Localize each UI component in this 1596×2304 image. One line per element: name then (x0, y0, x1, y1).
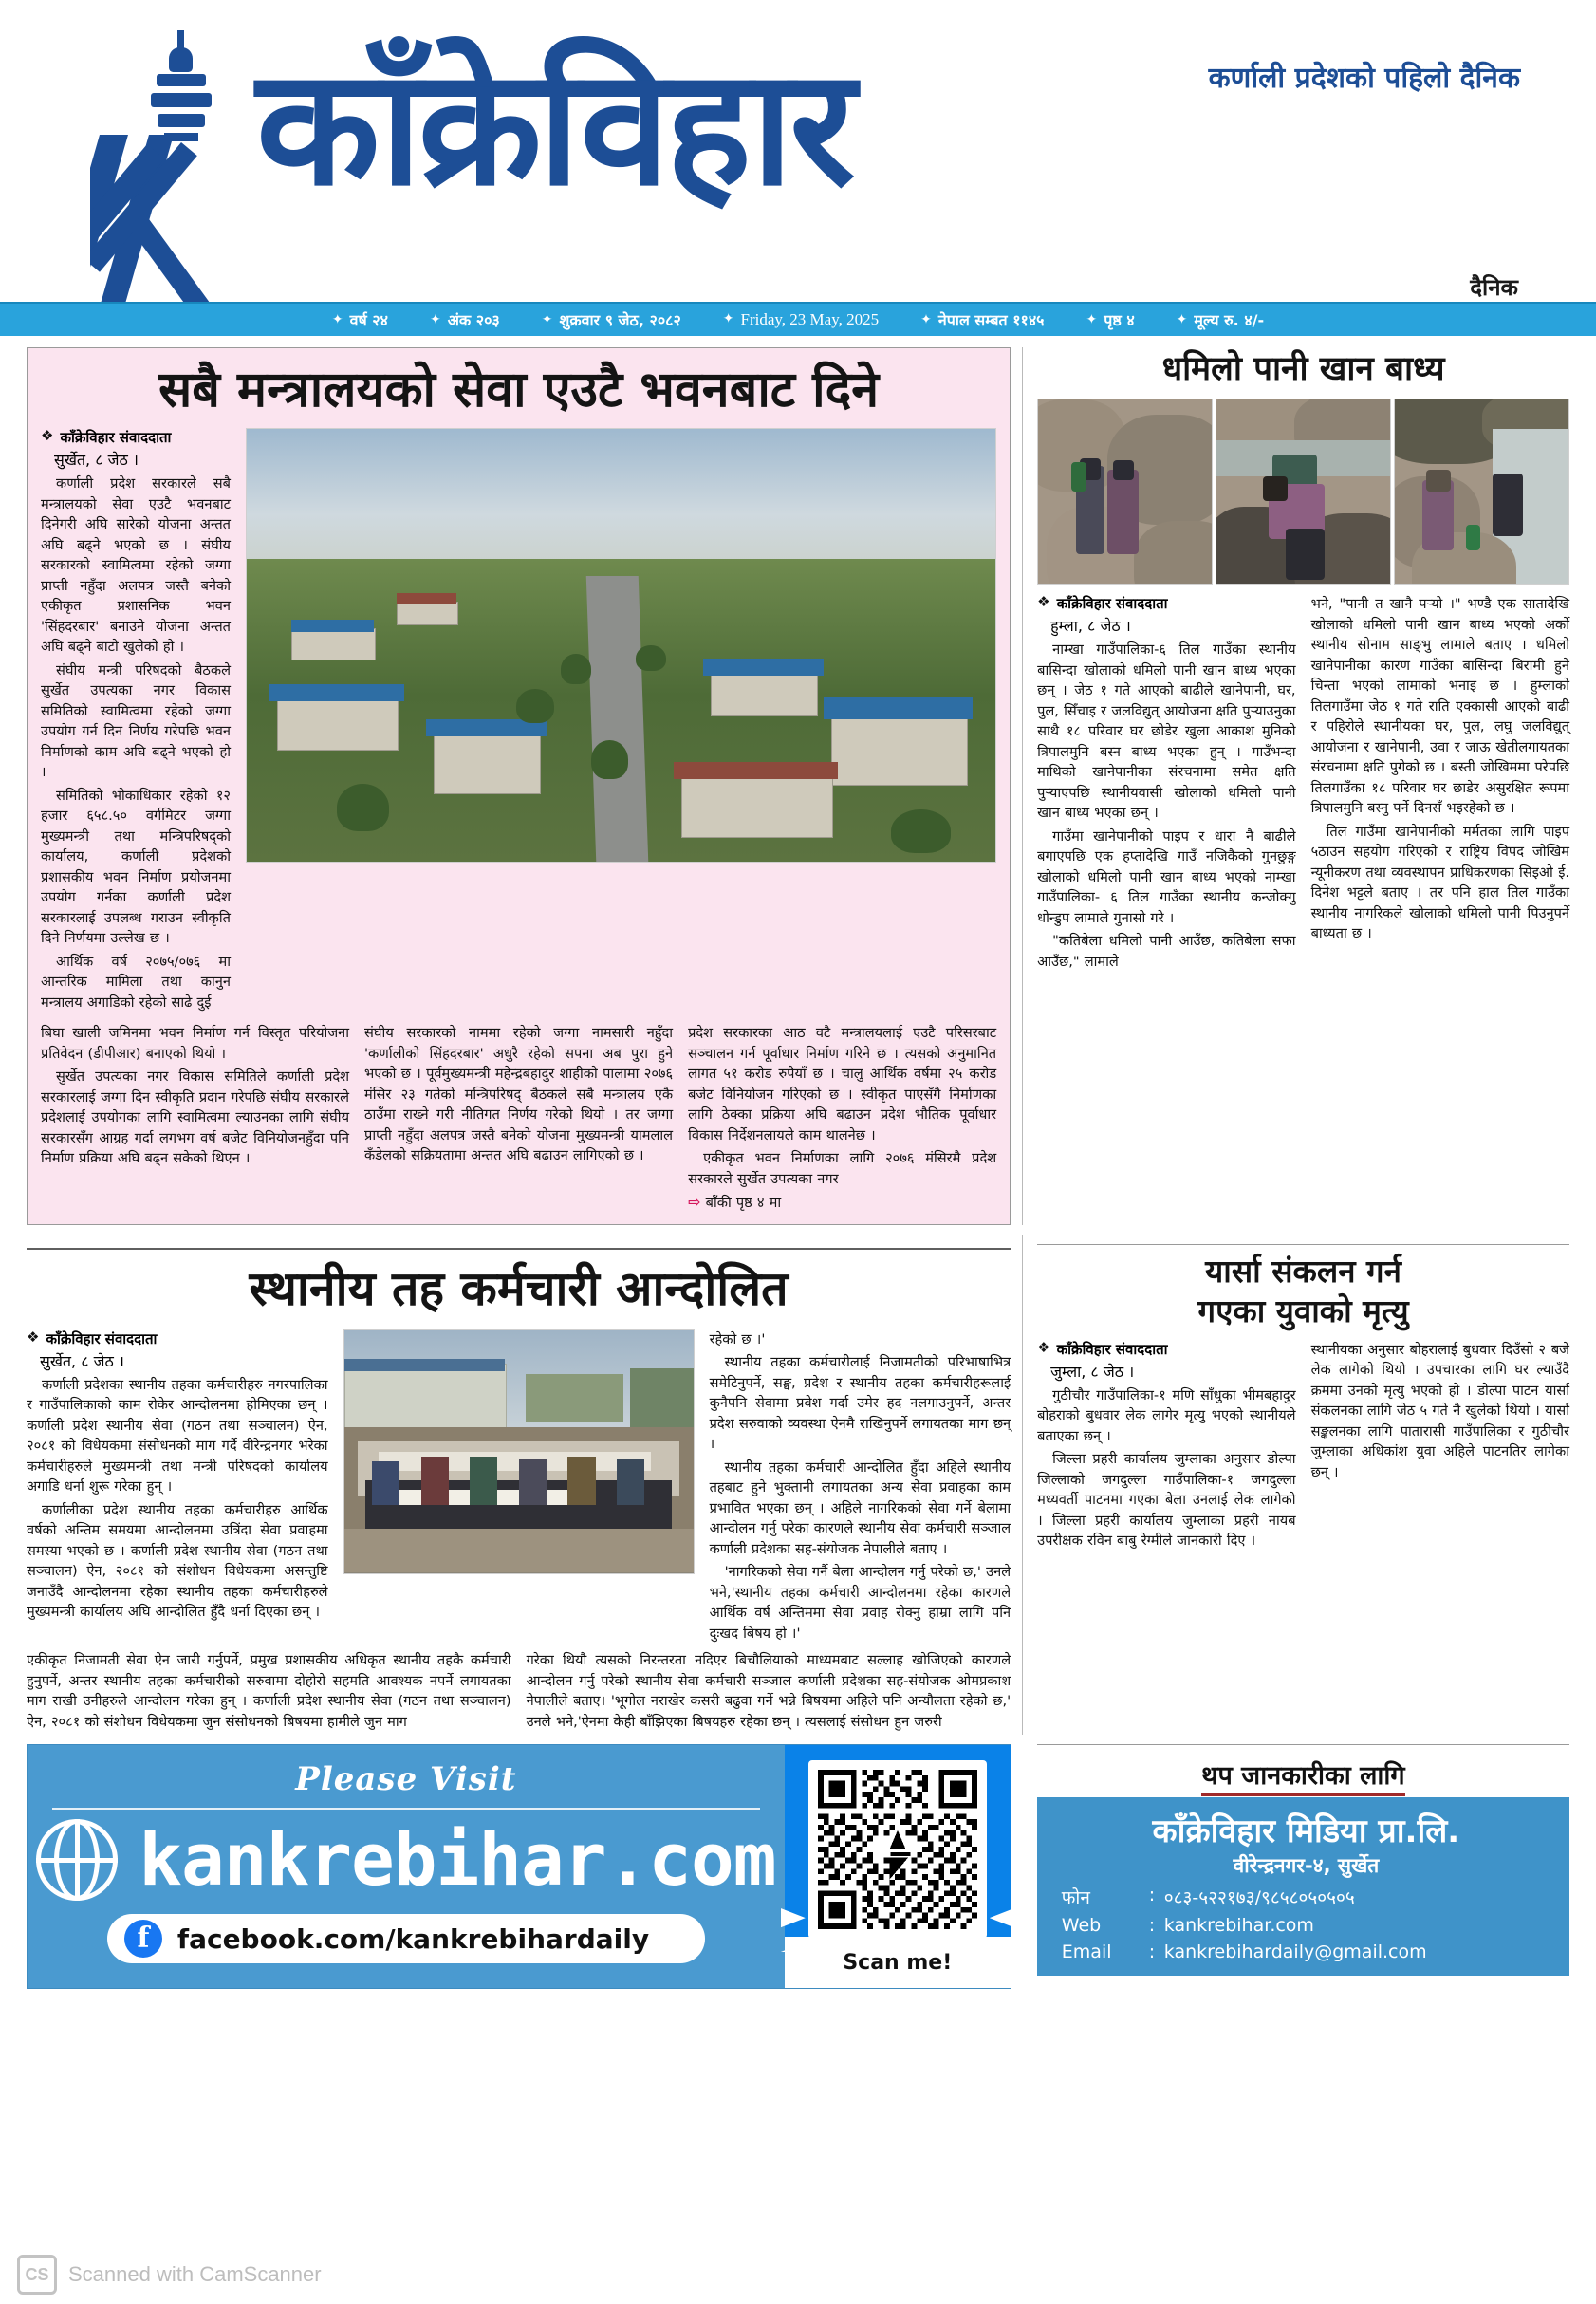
third-col-left (1037, 1340, 1295, 1554)
website-advert[interactable] (27, 1744, 1011, 1989)
diamond-icon: ✦ (429, 312, 441, 327)
contact-value-phone: ०८३-५२२१७३/९८५८०५०५०५ (1163, 1887, 1355, 1908)
lead-paragraph: समितिको भोकाधिकार रहेको १२ हजार ६५८.५० वर्गमिटर जग्गा मुख्यमन्त्री तथा मन्त्रिपरिषद्को कार्यालय, कर्णाली प्रदेशको प्रशासकीय भवन निर्माण प्रयोजनमा उपयोग गर्नका कर्णाली प्रदेश सरकारलाई उपलब्ध गराउन स्वीकृति दिने निर्णयमा उल्लेख छ । (41, 787, 231, 946)
masthead-logo (38, 13, 1556, 301)
water-columns (1037, 594, 1569, 975)
contact-value-web[interactable]: kankrebihar.com (1163, 1915, 1314, 1936)
contact-advert (1037, 1744, 1569, 1989)
section-divider (27, 1248, 1011, 1250)
lead-byline-text: काँक्रेविहार संवाददाता (60, 429, 172, 446)
third-byline (1037, 1340, 1295, 1359)
section-divider (1037, 1244, 1569, 1245)
lead-paragraph: संघीय सरकारको नाममा रहेको जग्गा नामसारी नहुँदा 'कर्णालीको सिंहदरबार' अधुरै रहेको सपना अब पुरा हुने भएको छ । पूर्वमुख्यमन्त्री महेन्द्रबहादुर शाहीको पालामा २०७६ मंसिर २३ गतेको मन्त्रिपरिषद् बैठकले सबै मन्त्रालय एकै ठाउँमा राख्ने गरी नीतिगत निर्णय गरेको थियो । तर जग्गा प्राप्ती नहुँदा अलपत्र जस्तै बनेको योजना मुख्यमन्त्री यामलाल कँडेलको सक्रियतामा अन्तत अघि बढाउन लागिएको छ । (364, 1025, 674, 1163)
column-divider (1022, 1235, 1026, 1736)
diamond-icon: ✦ (920, 312, 932, 327)
info-item-nepali-date (521, 309, 702, 330)
info-issue-label: अंक २०३ (447, 311, 500, 329)
second-col-2 (27, 1650, 511, 1735)
lead-bottom-col-2 (364, 1023, 673, 1217)
contact-value-email[interactable]: kankrebihardaily@gmail.com (1163, 1942, 1427, 1962)
k-monogram-icon (90, 135, 270, 302)
third-dateline: जुम्ला, ८ जेठ । (1050, 1362, 1135, 1381)
info-nepali-date-label: शुक्रवार ९ जेठ, २०८२ (559, 311, 681, 329)
jump-arrow-icon: ⇨ (688, 1193, 701, 1211)
contact-row-email (1062, 1942, 1550, 1962)
second-paragraph: कर्णालीका प्रदेश स्थानीय तहका कर्मचारीहरु आर्थिक वर्षको अन्तिम समयमा आन्दोलनमा उत्रिंदा सेवा प्रवाहमा समस्या भएको छ । कर्णाली प्रदेश स्थानीय सेवा (गठन तथा सञ्चालन) ऐन, २०८१ को संशोधन विधेयकमा असन्तुष्टि जनाउँदै आन्दोलनमा रहेका स्थानीय तहका कर्मचारीहरुले मुख्यमन्त्री कार्यालय अघि आन्दोलित हुँदै धर्ना दिएका छन् । (27, 1501, 328, 1620)
water-paragraph: गाउँमा खानेपानीको पाइप र धारा नै बाढीले बगाएपछि एक हप्तादेखि गाउँ नजिकैको गुनछुङ्ग खोलाको धमिलो पानी खान बाध्य भएको नाम्खा गाउँपालिका- ६ तिल गाउँका स्थानीय कन्जोक्गु धोन्डुप लामाले गुनासो गरे । (1037, 827, 1296, 926)
lead-col-1 (41, 428, 231, 1015)
lead-top-columns (41, 428, 996, 1015)
second-paragraph: 'नागरिकको सेवा गर्नै बेला आन्दोलन गर्नु परेको छ,' उनले भने,'स्थानीय तहका कर्मचारी आन्दोलनमा रहेका कारणले आर्थिक वर्ष अन्तिममा सेवा प्रवाह रोक्नु हाम्रा लागि पनि दुःखद बिषय हो ।' (709, 1564, 1011, 1642)
second-paragraph: स्थानीय तहका कर्मचारी आन्दोलित हुँदा अहिले स्थानीय तहबाट हुने भुक्तानी लगायतका अन्य सेवा प्रवाहका काम प्रभावित भएका छन् । अहिले नागरिकको सेवा गर्ने बेलामा आन्दोलन गर्नु परेका कारणले स्थानीय सेवा कर्मचारी सञ्जाल कर्णाली प्रदेशका सह-संयोजक नेपालीले बताए । (709, 1459, 1011, 1557)
lead-bottom-col-3 (688, 1023, 996, 1217)
lead-photo-column (246, 428, 996, 1015)
company-address: वीरेन्द्रनगर-४, सुर्खेत (1233, 1854, 1380, 1877)
second-paragraph: कर्णाली प्रदेशका स्थानीय तहका कर्मचारीहरु नगरपालिका र गाउँपालिकाको काम रोकेर आन्दोलनमा होमिएका छन् । कर्णाली प्रदेश स्थानीय सेवा (गठन तथा सञ्चालन) ऐन, २०८१ को विधेयकमा संसोधनको माग गर्दै वीरेन्द्रनगर भरेका कर्मचारीहरुले मुख्यमन्त्री तथा मन्त्री परिषदको कार्यालय अगाडि धर्ना शुरू गरेका हुन् । (27, 1376, 328, 1495)
page-content (0, 347, 1596, 1989)
lead-paragraph: संघीय मन्त्री परिषदको बैठकले सुर्खेत उपत्यका नगर विकास समितिको स्वामित्वमा रहेको जग्गा उपयोग गर्न दिन निर्णय गरेपछि भवन निर्माणको काम अघि बढ्ने भएको हो । (41, 661, 231, 780)
masthead-tagline: कर्णाली प्रदेशको पहिलो दैनिक (1208, 62, 1520, 95)
water-photo-1 (1037, 399, 1213, 585)
top-row (27, 347, 1569, 1225)
byline-diamond-icon: ❖ (1037, 1338, 1050, 1356)
water-paragraph: तिल गाउँमा खानेपानीको मर्मतका लागि पाइप ५ठाउन सहयोग गरिएको र राष्ट्रिय विपद जोखिम न्यूनीकरण तथा व्यवस्थापन प्राधिकरणका सिइओ ई. दिनेश भट्टले बताए । तर पनि हाल तिल गाउँका स्थानीय नागरिकले खोलाको धमिलो पानी पिउनुपर्ने बाध्यता छ । (1310, 823, 1570, 941)
lead-bottom-col-1 (41, 1023, 349, 1217)
facebook-icon: f (124, 1920, 162, 1958)
camscanner-text: Scanned with CamScanner (68, 2262, 322, 2286)
water-story (1037, 347, 1569, 1225)
water-col-left (1037, 594, 1295, 975)
third-headline-line2: गएका युवाको मृत्यु (1197, 1291, 1409, 1329)
info-item-nepal-sambat (900, 309, 1065, 330)
masthead-dainik-label: दैनिक (1470, 274, 1518, 301)
globe-icon (36, 1819, 118, 1901)
facebook-url[interactable]: facebook.com/kankrebihardaily (176, 1923, 650, 1955)
contact-box (1037, 1797, 1569, 1976)
column-divider (1022, 347, 1026, 1225)
section-divider (1037, 1744, 1569, 1745)
contact-key-phone: फोन (1061, 1887, 1090, 1908)
water-col-right (1311, 594, 1569, 975)
second-story-columns (27, 1329, 1011, 1647)
advert-separator (52, 1808, 760, 1810)
qr-panel[interactable] (785, 1745, 1011, 1988)
info-item-price (1156, 309, 1286, 330)
lead-jump-line (688, 1192, 996, 1214)
advert-box[interactable] (27, 1744, 1011, 1989)
diamond-icon: ✦ (1176, 312, 1188, 327)
water-byline-text: काँक्रेविहार संवाददाता (1056, 595, 1168, 612)
website-url[interactable]: kankrebihar.com (139, 1817, 776, 1902)
advert-row (27, 1744, 1569, 1989)
contact-row-phone (1062, 1885, 1550, 1909)
paper-title: काँक्रेविहार (256, 34, 852, 222)
second-paragraph: एकीकृत निजामती सेवा ऐन जारी गर्नुपर्ने, प्रमुख प्रशासकीय अधिकृत स्थानीय तहकै कर्मचारी हुनुपर्ने, अन्तर स्थानीय तहका कर्मचारीको सरुवामा दोहोरो सहमति आवश्यक नपर्ने लगायतका माग राखी उनीहरुले आन्दोलन गरेका हुन् । कर्णाली प्रदेश स्थानीय सेवा (गठन तथा सञ्चालन) ऐन, २०८१ को संशोधन विधेयकमा जुन संसोधनको बिषयमा हामीले जुन माग (27, 1652, 511, 1730)
please-visit-label: Please Visit (295, 1760, 517, 1798)
lead-story (27, 347, 1011, 1225)
contact-row-web (1062, 1915, 1550, 1936)
info-item-issue (409, 309, 521, 330)
lead-paragraph: प्रदेश सरकारका आठ वटै मन्त्रालयलाई एउटै परिसरबाट सञ्चालन गर्न पूर्वाधार निर्माण गरिने छ । त्यसको अनुमानित लागत ५१ करोड रुपैयाँ छ । चालु आर्थिक वर्षमा २५ करोड बजेट विनियोजन गरिएको छ । स्वीकृत पाएसँगै निर्माणका लागि ठेक्का प्रक्रिया अघि बढाउन प्रदेश भौतिक पूर्वाधार विकास निर्देशनलायले काम थालनेछ । (688, 1025, 997, 1143)
info-year-label: वर्ष २४ (349, 311, 388, 329)
byline-diamond-icon: ❖ (1037, 593, 1050, 610)
lead-paragraph: आर्थिक वर्ष २०७५/०७६ मा आन्तरिक मामिला तथा कानुन मन्त्रालय अगाडिको रहेको साढे दुई (41, 953, 231, 1011)
lead-paragraph: बिघा खाली जमिनमा भवन निर्माण गर्न विस्तृत परियोजना प्रतिवेदन (डीपीआर) बनाएको थियो । (41, 1025, 350, 1062)
scan-me-label: Scan me! (843, 1950, 953, 1975)
diamond-icon: ✦ (1086, 312, 1098, 327)
second-paragraph: गरेका थियौ त्यसको निरन्तरता नदिएर बिचौलियाको माध्यमबाट सल्लाह खोजिएको कारणले आन्दोलन गर्नु परेको स्थानीय सेवा कर्मचारी सञ्जाल कर्णाली प्रदेशका सह-संयोजक ओमप्रकाश नेपालीले बताए। 'भूगोल नराखेर कसरी बढुवा गर्ने भन्ने बिषयमा अहिले पनि अन्यौलता रहेको छ,' उनले भने,'ऐनमा केही बाँझिएका बिषयहरु रहेका छन् । त्यसलाई संसोधन हुन जरुरी (526, 1652, 1011, 1730)
third-headline-line1: यार्सा संकलन गर्न (1205, 1252, 1401, 1290)
contact-heading-wrap (1037, 1753, 1569, 1797)
second-photo (343, 1329, 695, 1574)
second-dateline: सुर्खेत, ८ जेठ । (40, 1351, 124, 1370)
third-col-right (1311, 1340, 1569, 1554)
lead-jump-text: बाँकी पृष्ठ ४ मा (705, 1195, 782, 1211)
water-photo-3 (1394, 399, 1569, 585)
temple-logo-icon (138, 30, 223, 144)
contact-key-email: Email (1061, 1942, 1112, 1962)
water-dateline: हुम्ला, ८ जेठ । (1050, 617, 1131, 635)
middle-row (27, 1235, 1569, 1736)
lead-paragraph: कर्णाली प्रदेश सरकारले सबै मन्त्रालयको सेवा एउटै भवनबाट दिनेगरी अघि सारेको योजना अन्तत अघि बढ्ने भएको छ । संघीय सरकारको स्वामित्वमा रहेको जग्गा प्राप्ती नहुँदा अलपत्र जस्तै बनेको एकीकृत प्रशासनिक भवन 'सिंहदरबार' बनाउने योजना अन्तत अघि बढ्ने बाटो खुलेको हो । (41, 475, 231, 655)
water-paragraph: भने, "पानी त खानै पऱ्यो ।" भण्डै एक सातादेखि खोलाको धमिलो पानी खान बाध्य भएको अर्को स्थानीय सोनाम साङ्भु लामाले बताए । धमिलो खानेपानीका कारण गाउँका बासिन्दा बिरामी हुने चिन्ता भएको लामाको भनाइ छ । हुम्लाको तिलगाउँमा जेठ १ गते राति एक्कासी आएको बाढी र पहिरोले स्थानीयका घर, पुल, लघु जलविद्युत् आयोजना र खानेपानी, उवा र जाऊ खेतीलगायतका संरचनामा क्षति पुगेको छ । बस्ती जोखिममा परेपछि तिलगाउँका १८ परिवार घर छाडेर असुरक्षित रूपमा त्रिपालमुनि बस्नु पर्ने दिनसँ भइरहेको छ । (1310, 596, 1570, 816)
second-paragraph: स्थानीय तहका कर्मचारीलाई निजामतीको परिभाषाभित्र समेटिनुपर्ने, सङ्घ, प्रदेश र स्थानीय तहका कर्मचारीहरूलाई कुनैपनि सेवामा प्रवेश गर्दा उमेर हद नलगाउनुपर्ने, अन्तर प्रदेश सरुवाको व्यवस्था ऐनमै राखिनुपर्ने लगायतका माग छन् । (709, 1354, 1011, 1452)
water-photo-group (1037, 399, 1569, 585)
info-pages-label: पृष्ठ ४ (1104, 311, 1135, 329)
water-paragraph: "कतिबेला धमिलो पानी आउँछ, कतिबेला सफा आउँछ," लामाले (1037, 933, 1296, 970)
diamond-icon: ✦ (331, 312, 343, 327)
qr-frame (808, 1760, 987, 1939)
lead-dateline: सुर्खेत, ८ जेठ । (54, 451, 139, 469)
camscanner-footer (17, 2255, 322, 2295)
second-byline (27, 1329, 328, 1348)
contact-sep: : (1148, 1885, 1156, 1905)
masthead (0, 0, 1596, 302)
advert-inner (28, 1745, 785, 1988)
second-byline-text: काँक्रेविहार संवाददाता (46, 1329, 158, 1347)
byline-diamond-icon: ❖ (27, 1328, 40, 1346)
contact-sep: : (1148, 1915, 1156, 1936)
water-byline (1037, 594, 1295, 613)
diamond-icon: ✦ (722, 312, 734, 326)
diamond-icon: ✦ (541, 312, 553, 327)
third-byline-text: काँक्रेविहार संवाददाता (1056, 1340, 1168, 1358)
third-story (1037, 1235, 1569, 1736)
third-paragraph: स्थानीयका अनुसार बोहरालाई बुधवार दिउँसो २ बजे लेक लागेको थियो । उपचारका लागि घर ल्याउँदै क्रममा उनको मृत्यु भएको हो । डोल्पा पाटन यार्सा संकलनका लागि जेठ ५ गते नै खुलेको थियो । यार्सा सङ्कलनका लागि पातारासी गाउँपालिका र गुठीचौर जुम्लाका अधिकांश युवा अहिले पाटनतिर लागेका छन् । (1310, 1341, 1570, 1480)
contact-heading: थप जानकारीका लागि (1201, 1761, 1404, 1796)
qr-code-icon (818, 1770, 977, 1929)
byline-diamond-icon: ❖ (41, 427, 54, 444)
second-photo-column (343, 1329, 695, 1647)
info-item-english-date (702, 310, 900, 329)
info-item-pages (1066, 309, 1156, 330)
lead-photo (246, 428, 996, 863)
info-item-year (311, 309, 409, 330)
second-col-3 (710, 1329, 1011, 1647)
third-paragraph: गुठीचौर गाउँपालिका-१ मणि साँधुका भीमबहादुर बोहराको बुधवार लेक लागेर मृत्यु भएको स्थानीयले बताएका छन् । (1037, 1386, 1296, 1444)
lead-story-box (27, 347, 1011, 1225)
second-col-4 (527, 1650, 1011, 1735)
camscanner-badge-icon: CS (17, 2255, 57, 2295)
lead-paragraph: सुर्खेत उपत्यका नगर विकास समितिले कर्णाली प्रदेश सरकारलाई जग्गा दिन स्वीकृति प्रदान गरेपछि संघीय सरकारले प्रदेशलाई उपयोगका लागि स्वामित्वमा ल्याउनका लागि संघीय सरकारसँग आग्रह गर्दा लगभग वर्ष बजेट विनियोजनहुँदा पनि निर्माण प्रक्रिया अघि बढ्न सकेको थिएन । (41, 1068, 350, 1166)
water-paragraph: नाम्खा गाउँपालिका-६ तिल गाउँका स्थानीय बासिन्दा खोलाको धमिलो पानी खान बाध्य भएका छन् । जेठ १ गते आएको बाढीले खानेपानी, घर, पुल, सिँचाइ र जलविद्युत् आयोजना क्षति पुऱ्याउनुका साथै १८ परिवार घर छोडेर खुला आकाश मुनिको त्रिपालमुनि बस्न बाध्य भएका हुन् । गाउँभन्दा माथिको खानेपानीका संरचनामा समेत क्षति पुऱ्याएपछि स्थानीयवासी खोलाको धमिलो पानी खान बाध्य भएका छन् । (1037, 641, 1296, 821)
scan-me-ribbon (785, 1937, 1011, 1988)
lead-bottom-columns (41, 1023, 996, 1217)
lead-headline: सबै मन्त्रालयको सेवा एउटै भवनबाट दिने (158, 362, 880, 418)
facebook-pill[interactable] (107, 1914, 705, 1963)
contact-key-web: Web (1061, 1915, 1102, 1936)
water-headline: धमिलो पानी खान बाध्य (1161, 350, 1445, 388)
info-english-date-label: Friday, 23 May, 2025 (740, 310, 880, 328)
second-story (27, 1235, 1011, 1736)
info-bar (0, 302, 1596, 336)
third-paragraph: जिल्ला प्रहरी कार्यालय जुम्लाका अनुसार डोल्पा जिल्लाको जगदुल्ला गाउँपालिका-१ जगदुल्ला मध्यवर्ती पाटनमा गएका बेला उनलाई लेक लागेको । जिल्ला प्रहरी कार्यालय जुम्लाका प्रहरी नायब उपरीक्षक रविन बाबु रेग्मीले जानकारी दिए । (1037, 1451, 1296, 1549)
second-headline: स्थानीय तह कर्मचारी आन्दोलित (249, 1260, 789, 1316)
lead-paragraph: एकीकृत भवन निर्माणका लागि २०७६ मंसिरमै प्रदेश सरकारले सुर्खेत उपत्यका नगर (688, 1150, 997, 1187)
info-price-label: मूल्य रु. ४/- (1194, 311, 1265, 329)
water-photo-2 (1216, 399, 1391, 585)
company-name: काँक्रेविहार मिडिया प्रा.लि. (1152, 1812, 1460, 1850)
second-paragraph: रहेको छ ।' (709, 1330, 766, 1347)
info-nepal-sambat-label: नेपाल सम्बत ११४५ (937, 311, 1045, 329)
second-col-1 (27, 1329, 328, 1647)
website-line[interactable] (28, 1819, 785, 1901)
lead-byline (41, 428, 231, 447)
third-columns (1037, 1340, 1569, 1554)
second-story-columns-lower (27, 1650, 1011, 1735)
contact-sep: : (1148, 1942, 1156, 1962)
